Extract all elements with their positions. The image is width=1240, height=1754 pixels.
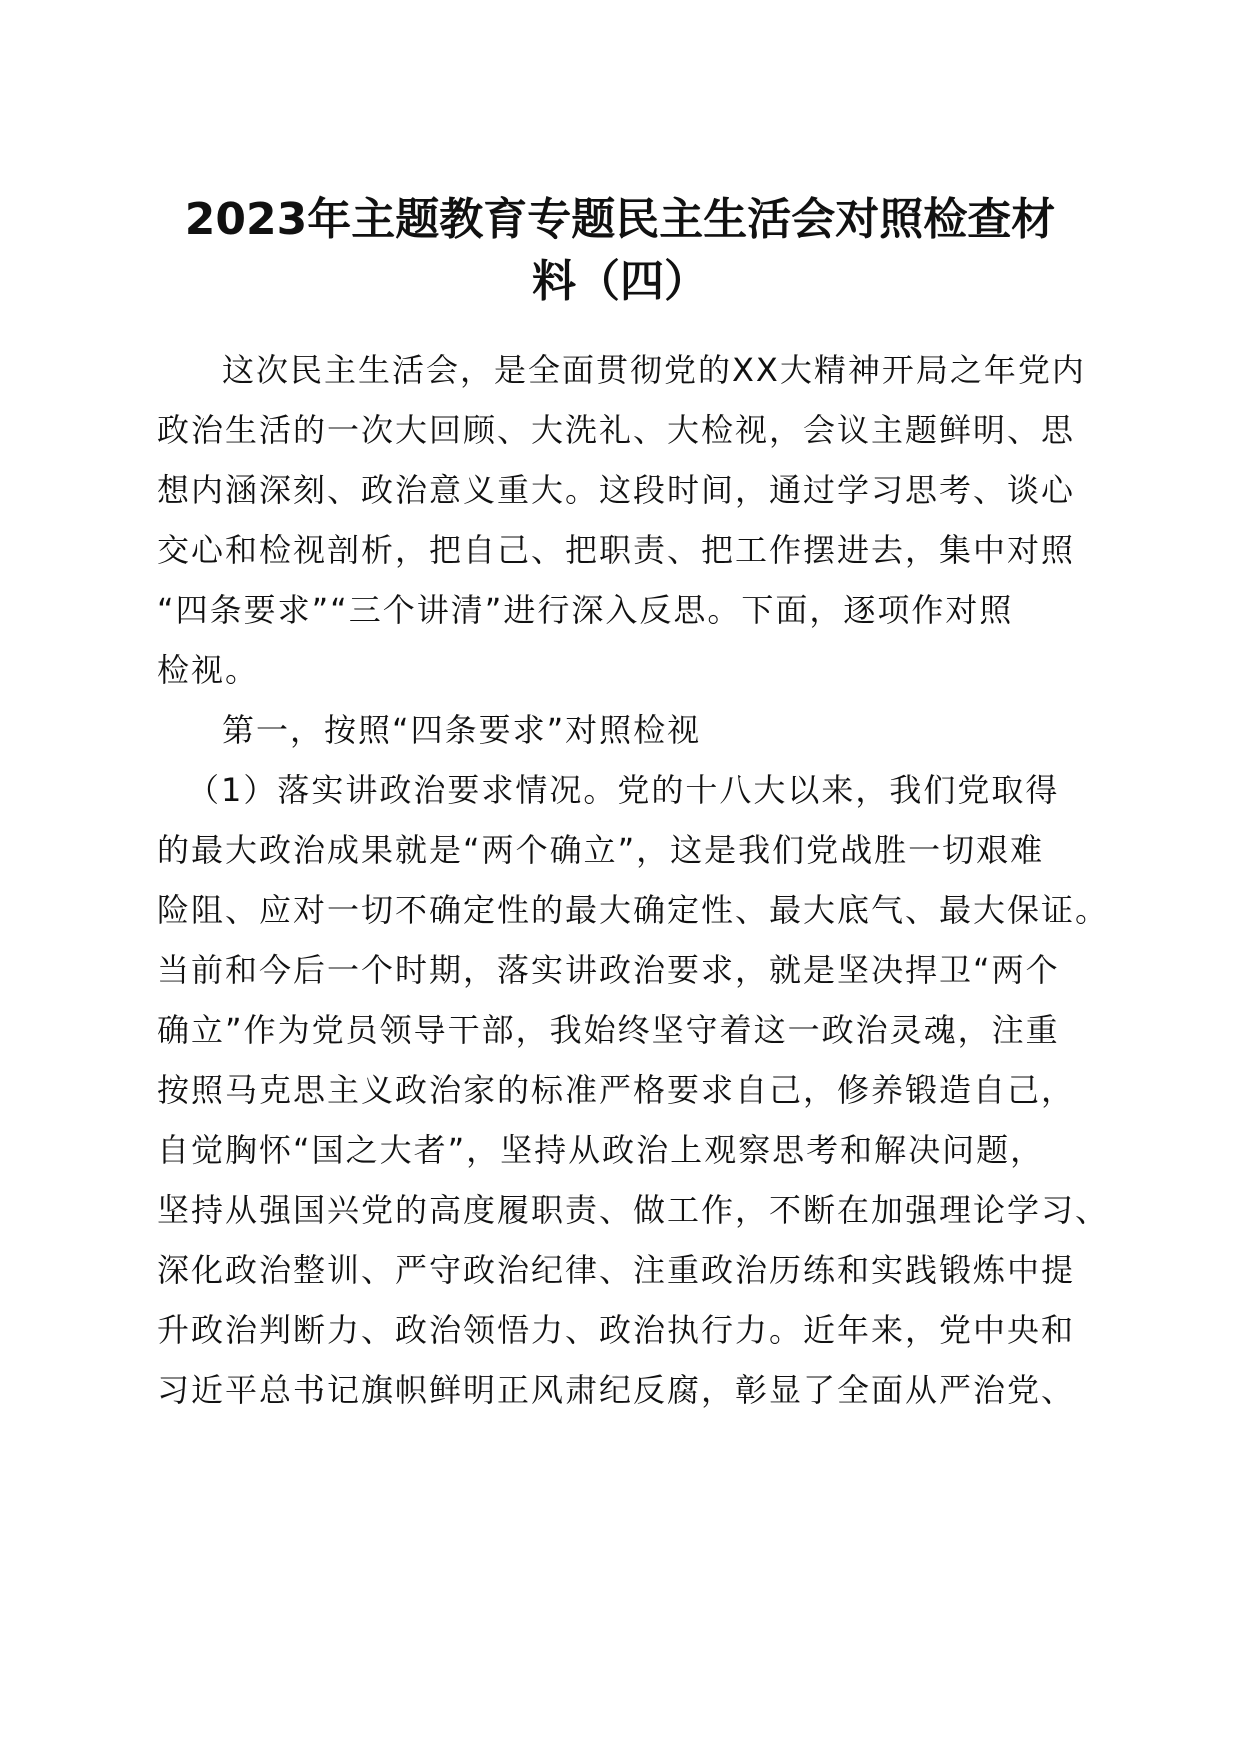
paragraph-line: 的最大政治成果就是“两个确立”，这是我们党战胜一切艰难 — [157, 831, 1045, 869]
paragraph-line: 按照马克思主义政治家的标准严格要求自己，修养锻造自己， — [157, 1071, 1076, 1109]
section-heading: 第一，按照“四条要求”对照检视 — [222, 711, 702, 749]
document-title-line-1: 2023年主题教育专题民主生活会对照检查材 — [184, 194, 1056, 245]
paragraph-line: 确立”作为党员领导干部，我始终坚守着这一政治灵魂，注重 — [157, 1011, 1060, 1049]
document-title-line-2: 料（四） — [532, 256, 708, 307]
paragraph-line: 深化政治整训、严守政治纪律、注重政治历练和实践锻炼中提 — [157, 1251, 1076, 1289]
paragraph-line: “四条要求”“三个讲清”进行深入反思。下面，逐项作对照 — [157, 591, 1014, 629]
paragraph-line: 自觉胸怀“国之大者”，坚持从政治上观察思考和解决问题， — [157, 1131, 1045, 1169]
paragraph-line: 想内涵深刻、政治意义重大。这段时间，通过学习思考、谈心 — [157, 471, 1076, 509]
paragraph-line: （1）落实讲政治要求情况。党的十八大以来，我们党取得 — [187, 771, 1060, 809]
paragraph-line: 检视。 — [157, 651, 260, 689]
paragraph-line: 政治生活的一次大回顾、大洗礼、大检视，会议主题鲜明、思 — [157, 411, 1076, 449]
paragraph-line: 险阻、应对一切不确定性的最大确定性、最大底气、最大保证。 — [157, 891, 1110, 929]
paragraph-line: 交心和检视剖析，把自己、把职责、把工作摆进去，集中对照 — [157, 531, 1076, 569]
paragraph-line: 升政治判断力、政治领悟力、政治执行力。近年来，党中央和 — [157, 1311, 1076, 1349]
paragraph-line: 坚持从强国兴党的高度履职责、做工作，不断在加强理论学习、 — [157, 1191, 1110, 1229]
paragraph-line: 当前和今后一个时期，落实讲政治要求，就是坚决捍卫“两个 — [157, 951, 1060, 989]
paragraph-line: 习近平总书记旗帜鲜明正风肃纪反腐，彰显了全面从严治党、 — [157, 1371, 1076, 1409]
paragraph-line: 这次民主生活会，是全面贯彻党的XX大精神开局之年党内 — [222, 351, 1086, 389]
